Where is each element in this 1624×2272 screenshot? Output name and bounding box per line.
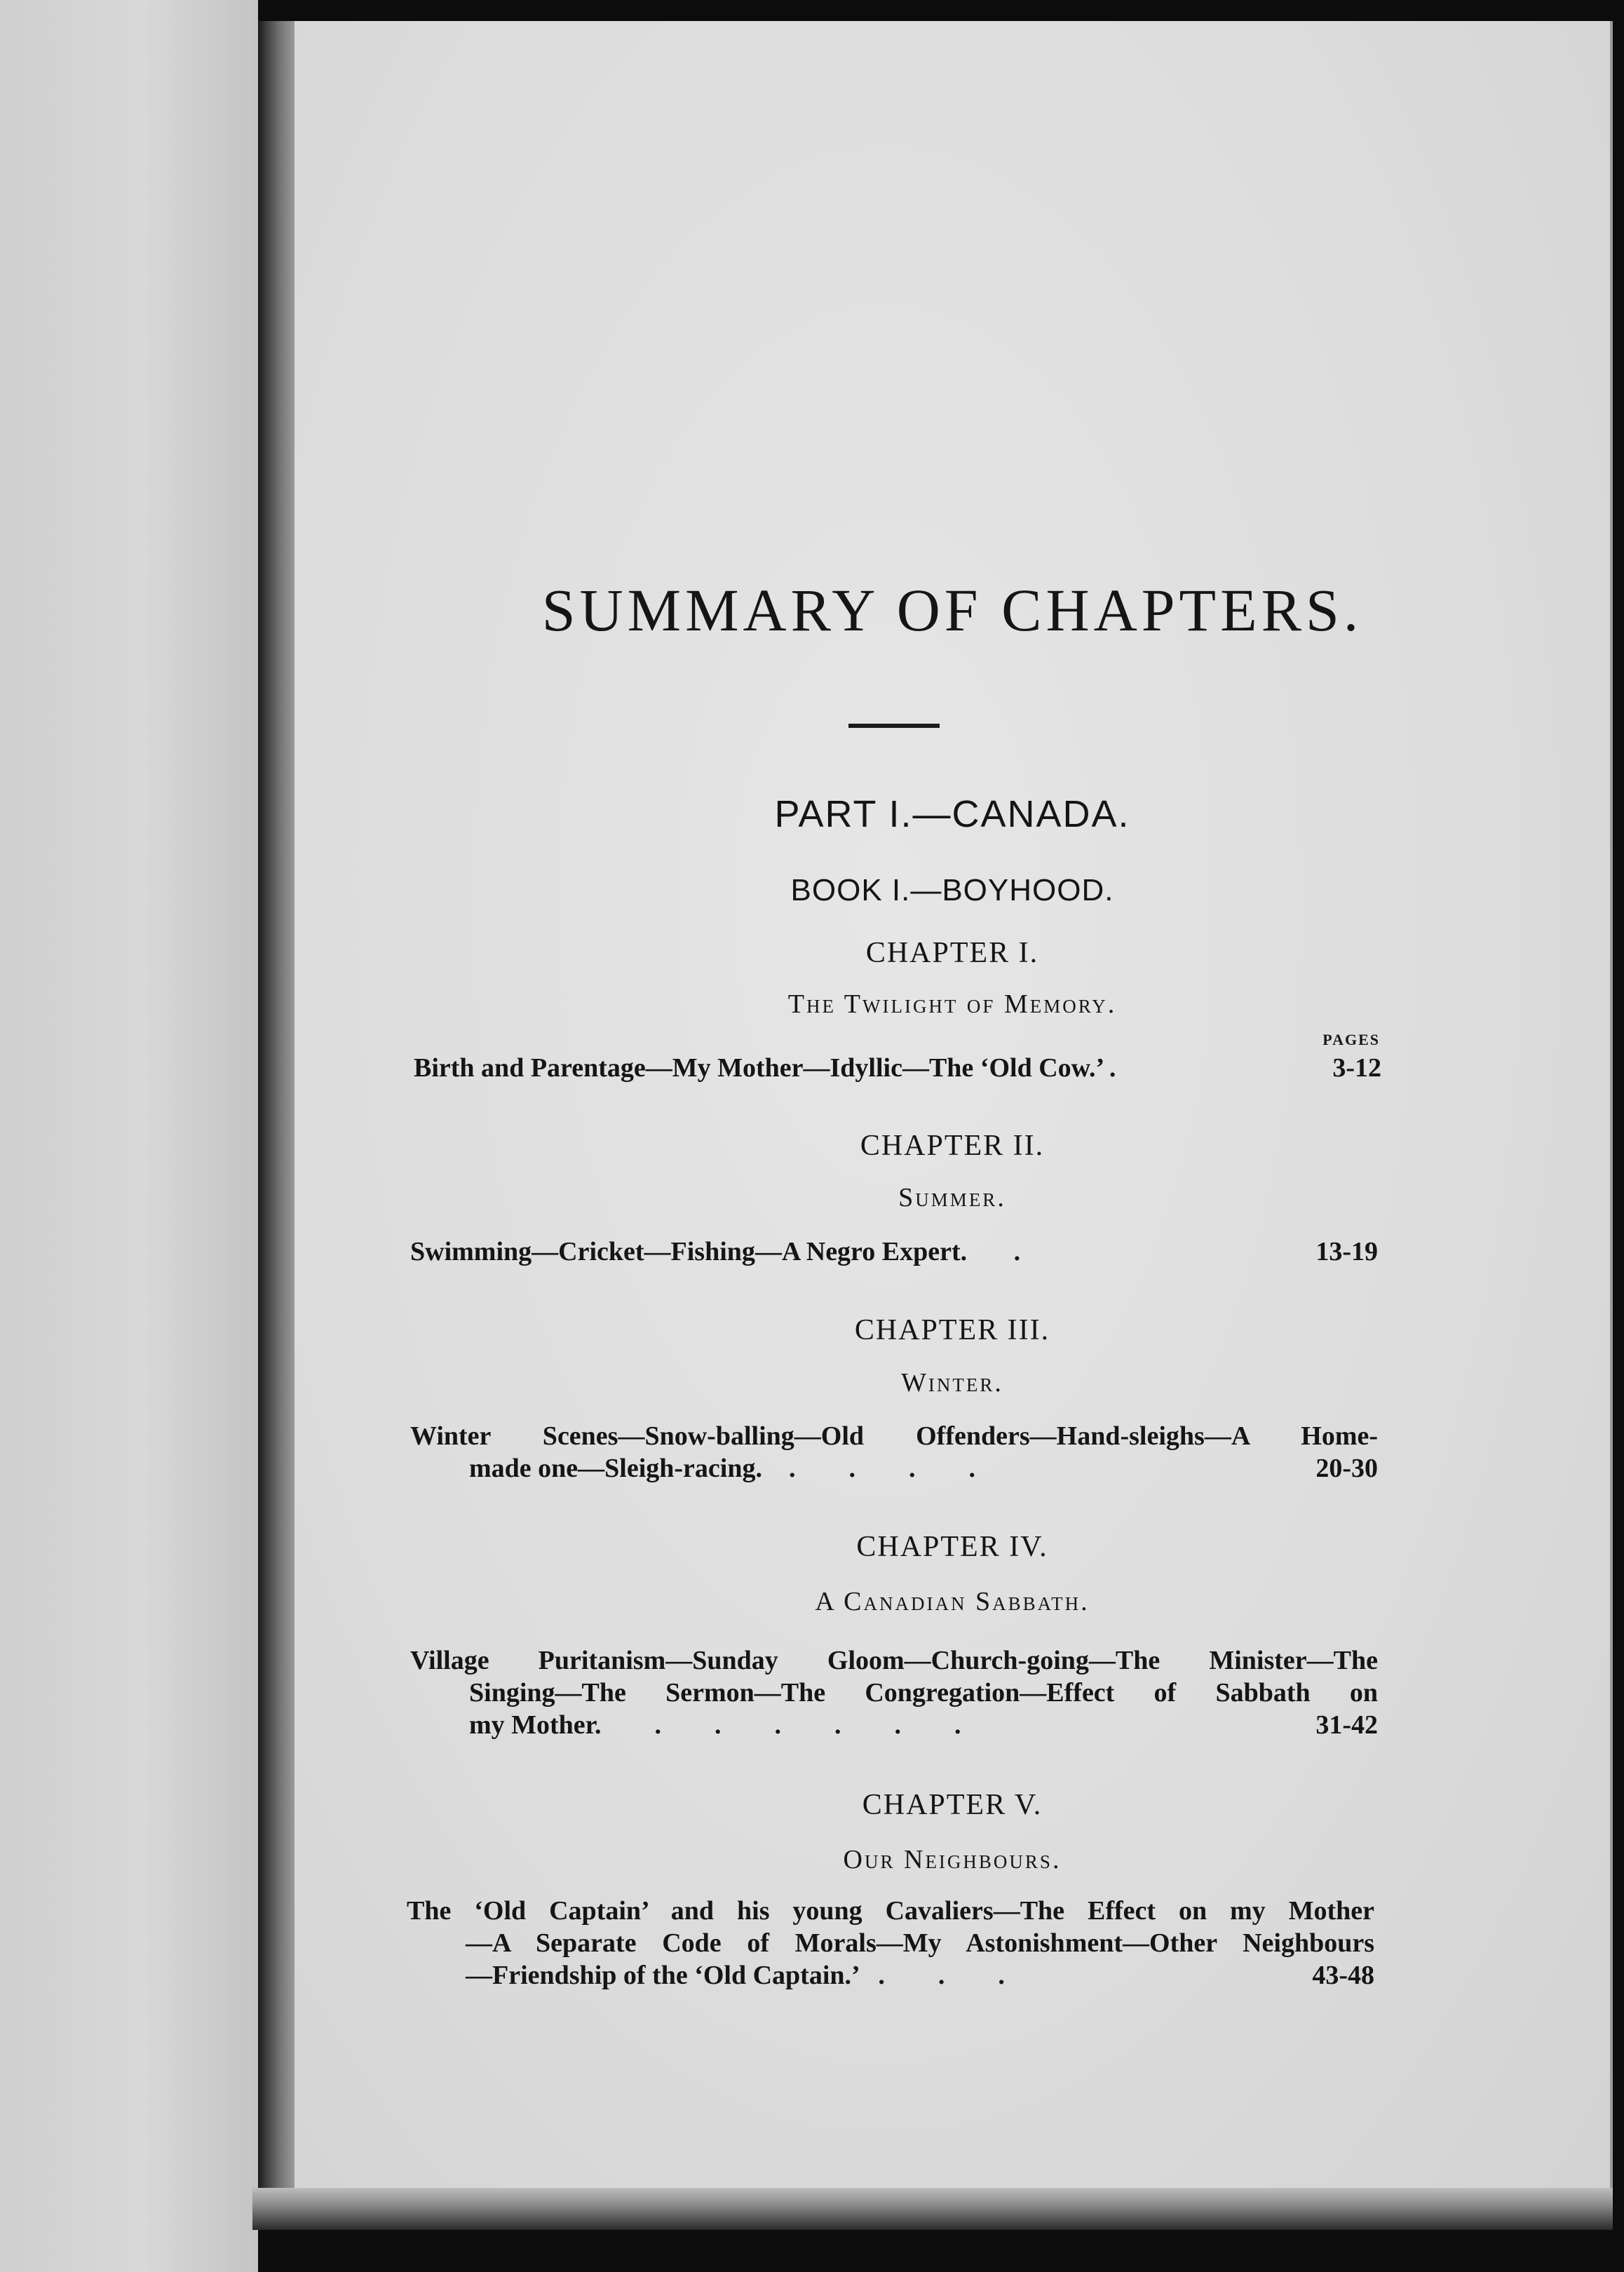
- book-gutter: [258, 21, 295, 2202]
- summary-line: Village Puritanism—Sunday Gloom—Church-going—The Minister—The: [410, 1646, 1378, 1675]
- summary-line: —Friendship of the ‘Old Captain.’ . . . 43-48: [466, 1961, 1374, 1990]
- page-range: 13-19: [1315, 1237, 1378, 1266]
- title-rule: [848, 724, 940, 728]
- summary-line: Singing—The Sermon—The Congregation—Effect of Sabbath on: [469, 1678, 1378, 1708]
- summary-line: The ‘Old Captain’ and his young Cavaliers—The Effect on my Mother: [407, 1896, 1374, 1926]
- chapter-1-subtitle: The Twilight of Memory.: [787, 989, 1117, 1019]
- chapter-1-heading: CHAPTER I.: [865, 937, 1039, 969]
- chapter-3-heading: CHAPTER III.: [854, 1314, 1050, 1346]
- page-range: 20-30: [1315, 1454, 1378, 1483]
- page-title: SUMMARY OF CHAPTERS.: [541, 576, 1363, 644]
- chapter-2-subtitle: Summer.: [898, 1183, 1006, 1212]
- page-range: 31-42: [1315, 1710, 1378, 1740]
- part-heading: PART I.—CANADA.: [774, 793, 1130, 835]
- chapter-5-heading: CHAPTER V.: [862, 1789, 1043, 1821]
- summary-line: my Mother. . . . . . . 31-42: [469, 1710, 1378, 1740]
- chapter-2-heading: CHAPTER II.: [860, 1130, 1045, 1162]
- chapter-4-summary: [410, 1644, 1378, 1741]
- page-bottom-edge: [252, 2188, 1613, 2230]
- summary-line: Birth and Parentage—My Mother—Idyllic—The ‘Old Cow.’ . 3-12: [414, 1053, 1381, 1083]
- book-page: [295, 21, 1613, 2223]
- summary-line: Swimming—Cricket—Fishing—A Negro Expert. . 13-19: [410, 1237, 1378, 1266]
- page-range: 43-48: [1312, 1961, 1374, 1990]
- facing-page: [0, 0, 258, 2272]
- summary-line: Winter Scenes—Snow-balling—Old Offenders—Hand-sleighs—A Home-: [410, 1421, 1378, 1451]
- chapter-5-subtitle: Our Neighbours.: [843, 1845, 1062, 1874]
- page-range: 3-12: [1332, 1053, 1381, 1083]
- chapter-5-summary: [407, 1895, 1374, 1992]
- summary-line: made one—Sleigh-racing. . . . . 20-30: [469, 1454, 1378, 1483]
- chapter-4-subtitle: A Canadian Sabbath.: [815, 1587, 1090, 1616]
- summary-line: —A Separate Code of Morals—My Astonishment—Other Neighbours: [466, 1928, 1374, 1958]
- chapter-3-summary: [410, 1420, 1378, 1485]
- chapter-4-heading: CHAPTER IV.: [856, 1531, 1048, 1563]
- book-heading: BOOK I.—BOYHOOD.: [790, 873, 1114, 907]
- pages-column-label: PAGES: [1322, 1031, 1380, 1048]
- chapter-3-subtitle: Winter.: [901, 1368, 1003, 1398]
- chapter-2-summary: [410, 1236, 1378, 1268]
- chapter-1-summary: [414, 1052, 1381, 1084]
